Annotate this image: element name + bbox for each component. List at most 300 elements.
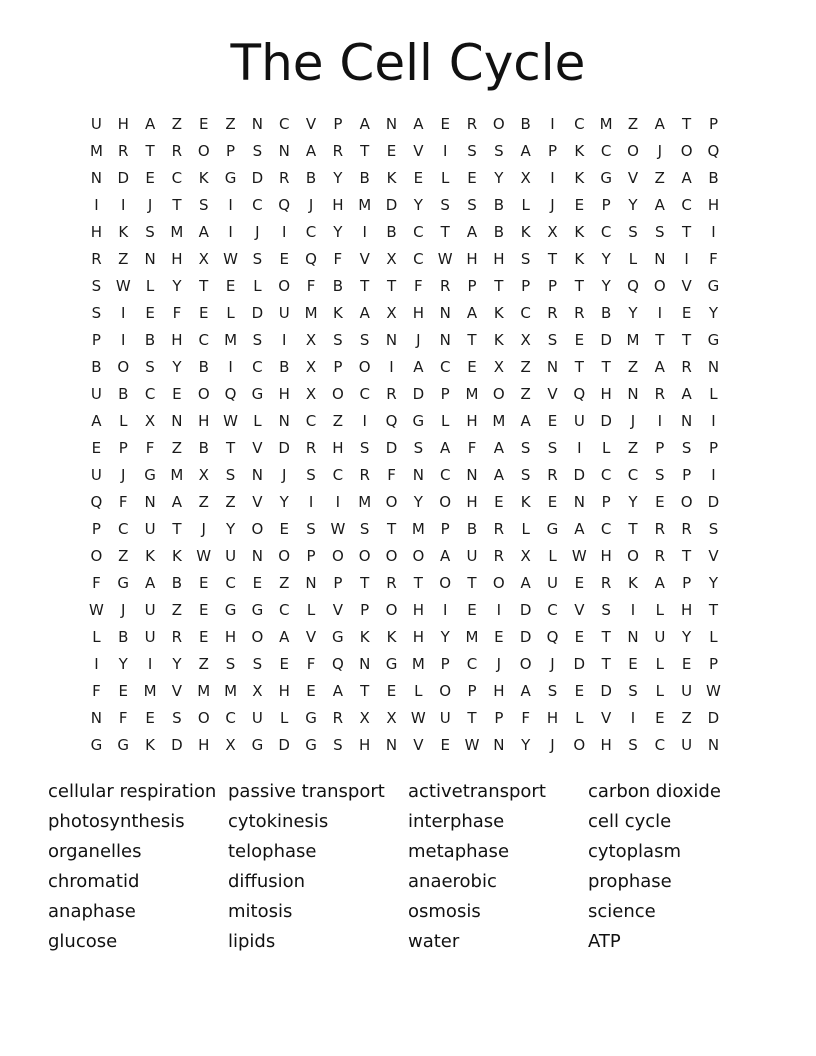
- grid-letter[interactable]: Y: [279, 493, 289, 511]
- grid-letter[interactable]: X: [198, 250, 209, 268]
- grid-letter[interactable]: N: [681, 412, 693, 430]
- grid-letter[interactable]: G: [117, 736, 130, 754]
- grid-letter[interactable]: C: [252, 358, 263, 376]
- grid-letter[interactable]: T: [172, 520, 182, 538]
- grid-letter[interactable]: U: [251, 709, 263, 727]
- grid-letter[interactable]: S: [655, 466, 665, 484]
- grid-letter[interactable]: Y: [413, 196, 423, 214]
- grid-letter[interactable]: X: [305, 331, 317, 349]
- grid-letter[interactable]: I: [630, 601, 636, 619]
- grid-letter[interactable]: L: [575, 709, 584, 727]
- grid-letter[interactable]: L: [628, 250, 638, 268]
- grid-letter[interactable]: D: [519, 628, 532, 646]
- grid-letter[interactable]: E: [681, 655, 692, 673]
- grid-letter[interactable]: Y: [494, 169, 504, 187]
- grid-letter[interactable]: G: [117, 574, 130, 592]
- grid-letter[interactable]: I: [228, 358, 233, 376]
- grid-letter[interactable]: P: [91, 520, 101, 538]
- grid-letter[interactable]: N: [654, 250, 666, 268]
- grid-letter[interactable]: Z: [171, 601, 183, 619]
- grid-letter[interactable]: R: [386, 574, 397, 592]
- grid-letter[interactable]: N: [90, 709, 103, 727]
- grid-letter[interactable]: B: [493, 223, 504, 241]
- grid-letter[interactable]: R: [439, 277, 451, 295]
- grid-letter[interactable]: C: [600, 520, 612, 538]
- grid-letter[interactable]: L: [253, 277, 262, 295]
- grid-letter[interactable]: J: [550, 736, 555, 754]
- grid-letter[interactable]: C: [574, 115, 585, 133]
- grid-letter[interactable]: C: [413, 250, 424, 268]
- grid-letter[interactable]: U: [466, 547, 478, 565]
- grid-letter[interactable]: I: [389, 358, 394, 376]
- grid-letter[interactable]: Y: [440, 628, 450, 646]
- grid-letter[interactable]: C: [654, 736, 666, 754]
- grid-letter[interactable]: V: [332, 601, 343, 619]
- grid-letter[interactable]: A: [359, 115, 370, 133]
- grid-letter[interactable]: N: [144, 250, 156, 268]
- grid-letter[interactable]: T: [172, 196, 182, 214]
- grid-letter[interactable]: S: [708, 520, 719, 538]
- grid-letter[interactable]: E: [547, 493, 558, 511]
- grid-letter[interactable]: K: [493, 304, 504, 322]
- grid-letter[interactable]: B: [198, 439, 209, 457]
- grid-letter[interactable]: Y: [225, 520, 236, 538]
- grid-letter[interactable]: D: [251, 169, 264, 187]
- grid-letter[interactable]: A: [440, 547, 451, 565]
- grid-letter[interactable]: G: [412, 412, 425, 430]
- grid-letter[interactable]: G: [251, 385, 264, 403]
- grid-letter[interactable]: D: [573, 655, 586, 673]
- grid-letter[interactable]: T: [655, 331, 665, 349]
- grid-letter[interactable]: P: [333, 574, 343, 592]
- grid-letter[interactable]: S: [547, 439, 558, 457]
- grid-letter[interactable]: T: [360, 682, 370, 700]
- grid-letter[interactable]: Y: [333, 169, 343, 187]
- grid-letter[interactable]: F: [467, 439, 477, 457]
- grid-letter[interactable]: Z: [681, 709, 692, 727]
- grid-letter[interactable]: O: [251, 520, 264, 538]
- grid-letter[interactable]: S: [225, 466, 236, 484]
- grid-letter[interactable]: O: [412, 547, 425, 565]
- grid-letter[interactable]: H: [466, 412, 478, 430]
- grid-letter[interactable]: H: [278, 682, 290, 700]
- grid-letter[interactable]: J: [657, 142, 663, 160]
- grid-letter[interactable]: S: [520, 466, 531, 484]
- grid-letter[interactable]: E: [279, 250, 289, 268]
- grid-letter[interactable]: R: [118, 142, 129, 160]
- grid-letter[interactable]: F: [118, 493, 128, 511]
- grid-letter[interactable]: Z: [118, 547, 129, 565]
- grid-letter[interactable]: C: [466, 655, 478, 673]
- grid-letter[interactable]: C: [171, 169, 183, 187]
- grid-letter[interactable]: N: [305, 574, 317, 592]
- grid-letter[interactable]: Y: [413, 493, 423, 511]
- grid-letter[interactable]: E: [198, 304, 209, 322]
- grid-letter[interactable]: E: [225, 277, 236, 295]
- grid-letter[interactable]: S: [333, 736, 343, 754]
- grid-letter[interactable]: M: [304, 304, 318, 322]
- grid-letter[interactable]: N: [412, 466, 424, 484]
- grid-letter[interactable]: E: [145, 709, 155, 727]
- grid-letter[interactable]: S: [440, 196, 450, 214]
- grid-letter[interactable]: A: [493, 439, 504, 457]
- grid-letter[interactable]: J: [550, 196, 555, 214]
- grid-letter[interactable]: H: [466, 250, 478, 268]
- grid-letter[interactable]: D: [600, 331, 612, 349]
- grid-letter[interactable]: A: [440, 439, 451, 457]
- grid-letter[interactable]: H: [680, 601, 693, 619]
- grid-letter[interactable]: K: [520, 223, 531, 241]
- grid-letter[interactable]: O: [278, 547, 291, 565]
- grid-letter[interactable]: L: [306, 601, 316, 619]
- grid-letter[interactable]: E: [574, 682, 585, 700]
- grid-letter[interactable]: B: [171, 574, 183, 592]
- grid-letter[interactable]: E: [306, 682, 316, 700]
- grid-letter[interactable]: P: [521, 277, 531, 295]
- grid-letter[interactable]: R: [493, 520, 505, 538]
- grid-letter[interactable]: W: [464, 736, 480, 754]
- grid-letter[interactable]: Z: [654, 169, 665, 187]
- grid-letter[interactable]: L: [655, 601, 664, 619]
- grid-letter[interactable]: O: [197, 385, 210, 403]
- grid-letter[interactable]: S: [225, 655, 236, 673]
- grid-letter[interactable]: P: [440, 520, 450, 538]
- grid-letter[interactable]: G: [332, 628, 344, 646]
- grid-letter[interactable]: L: [226, 304, 235, 322]
- grid-letter[interactable]: T: [467, 709, 477, 727]
- grid-letter[interactable]: Y: [118, 655, 128, 673]
- grid-letter[interactable]: G: [305, 709, 317, 727]
- grid-letter[interactable]: I: [147, 655, 153, 673]
- grid-letter[interactable]: A: [574, 520, 585, 538]
- grid-letter[interactable]: J: [308, 196, 314, 214]
- grid-letter[interactable]: R: [466, 115, 478, 133]
- grid-letter[interactable]: T: [682, 115, 692, 133]
- grid-letter[interactable]: M: [465, 385, 479, 403]
- grid-letter[interactable]: Z: [225, 115, 236, 133]
- grid-letter[interactable]: A: [171, 493, 183, 511]
- grid-letter[interactable]: M: [411, 520, 425, 538]
- grid-letter[interactable]: B: [601, 304, 612, 322]
- grid-letter[interactable]: O: [492, 385, 505, 403]
- grid-letter[interactable]: I: [94, 655, 99, 673]
- grid-letter[interactable]: Z: [627, 439, 639, 457]
- grid-letter[interactable]: E: [198, 601, 209, 619]
- grid-letter[interactable]: C: [439, 358, 451, 376]
- grid-letter[interactable]: G: [251, 736, 264, 754]
- grid-letter[interactable]: S: [91, 277, 102, 295]
- grid-letter[interactable]: D: [385, 196, 398, 214]
- grid-letter[interactable]: G: [305, 736, 317, 754]
- grid-letter[interactable]: T: [494, 277, 504, 295]
- grid-letter[interactable]: U: [144, 601, 156, 619]
- grid-letter[interactable]: Y: [521, 736, 531, 754]
- grid-letter[interactable]: O: [680, 493, 693, 511]
- grid-letter[interactable]: Z: [198, 493, 209, 511]
- grid-letter[interactable]: O: [439, 493, 452, 511]
- grid-letter[interactable]: N: [251, 466, 263, 484]
- grid-letter[interactable]: N: [627, 628, 639, 646]
- grid-letter[interactable]: C: [225, 574, 236, 592]
- grid-letter[interactable]: D: [117, 169, 130, 187]
- grid-letter[interactable]: N: [439, 331, 451, 349]
- grid-letter[interactable]: E: [145, 169, 155, 187]
- grid-letter[interactable]: E: [574, 628, 585, 646]
- grid-letter[interactable]: N: [251, 115, 263, 133]
- grid-letter[interactable]: C: [198, 331, 209, 349]
- grid-letter[interactable]: R: [681, 520, 692, 538]
- grid-letter[interactable]: O: [492, 115, 505, 133]
- grid-letter[interactable]: F: [92, 682, 101, 700]
- grid-letter[interactable]: R: [547, 466, 558, 484]
- grid-letter[interactable]: G: [707, 277, 720, 295]
- grid-letter[interactable]: A: [413, 358, 424, 376]
- grid-letter[interactable]: Q: [331, 655, 344, 673]
- grid-letter[interactable]: O: [627, 547, 639, 565]
- grid-letter[interactable]: K: [386, 169, 397, 187]
- grid-letter[interactable]: V: [252, 439, 263, 457]
- grid-letter[interactable]: E: [198, 115, 209, 133]
- grid-letter[interactable]: O: [385, 493, 398, 511]
- grid-letter[interactable]: O: [385, 547, 398, 565]
- grid-letter[interactable]: P: [708, 655, 718, 673]
- grid-letter[interactable]: Y: [172, 655, 182, 673]
- grid-letter[interactable]: R: [654, 520, 666, 538]
- grid-letter[interactable]: H: [332, 196, 344, 214]
- grid-letter[interactable]: S: [91, 304, 102, 322]
- grid-letter[interactable]: D: [707, 493, 720, 511]
- grid-letter[interactable]: O: [358, 547, 371, 565]
- grid-letter[interactable]: A: [654, 115, 665, 133]
- grid-letter[interactable]: T: [574, 277, 584, 295]
- grid-letter[interactable]: E: [628, 655, 638, 673]
- grid-letter[interactable]: O: [385, 601, 398, 619]
- grid-letter[interactable]: Y: [601, 277, 611, 295]
- grid-letter[interactable]: N: [385, 115, 398, 133]
- grid-letter[interactable]: X: [520, 169, 531, 187]
- grid-letter[interactable]: D: [573, 466, 586, 484]
- grid-letter[interactable]: S: [252, 142, 263, 160]
- grid-letter[interactable]: M: [197, 682, 211, 700]
- grid-letter[interactable]: V: [601, 709, 612, 727]
- grid-letter[interactable]: Q: [224, 385, 237, 403]
- grid-letter[interactable]: V: [627, 169, 639, 187]
- grid-letter[interactable]: L: [92, 628, 101, 646]
- grid-letter[interactable]: E: [386, 142, 397, 160]
- grid-letter[interactable]: S: [198, 196, 209, 214]
- grid-letter[interactable]: W: [571, 547, 587, 565]
- grid-letter[interactable]: A: [466, 223, 478, 241]
- grid-letter[interactable]: U: [681, 682, 693, 700]
- grid-letter[interactable]: B: [386, 223, 397, 241]
- grid-letter[interactable]: A: [198, 223, 209, 241]
- grid-letter[interactable]: H: [600, 547, 612, 565]
- grid-letter[interactable]: V: [413, 736, 424, 754]
- grid-letter[interactable]: M: [224, 682, 238, 700]
- grid-letter[interactable]: B: [466, 520, 478, 538]
- grid-letter[interactable]: A: [520, 574, 531, 592]
- grid-letter[interactable]: F: [709, 250, 718, 268]
- grid-letter[interactable]: R: [654, 547, 666, 565]
- grid-letter[interactable]: K: [574, 250, 585, 268]
- grid-letter[interactable]: E: [279, 655, 289, 673]
- grid-letter[interactable]: C: [144, 385, 156, 403]
- grid-letter[interactable]: O: [331, 385, 344, 403]
- grid-letter[interactable]: S: [252, 331, 263, 349]
- grid-letter[interactable]: O: [278, 277, 291, 295]
- grid-letter[interactable]: I: [362, 223, 367, 241]
- grid-letter[interactable]: H: [412, 628, 424, 646]
- grid-letter[interactable]: D: [171, 736, 183, 754]
- grid-letter[interactable]: O: [653, 277, 666, 295]
- grid-letter[interactable]: P: [655, 439, 665, 457]
- grid-letter[interactable]: S: [628, 682, 638, 700]
- grid-letter[interactable]: C: [547, 601, 558, 619]
- grid-letter[interactable]: G: [251, 601, 264, 619]
- grid-letter[interactable]: Q: [385, 412, 398, 430]
- grid-letter[interactable]: S: [547, 682, 558, 700]
- grid-letter[interactable]: H: [412, 601, 424, 619]
- grid-letter[interactable]: K: [574, 223, 585, 241]
- grid-letter[interactable]: S: [413, 439, 424, 457]
- grid-letter[interactable]: I: [94, 196, 99, 214]
- grid-letter[interactable]: T: [386, 277, 397, 295]
- grid-letter[interactable]: H: [359, 736, 371, 754]
- grid-letter[interactable]: M: [224, 331, 238, 349]
- grid-letter[interactable]: R: [359, 466, 370, 484]
- grid-letter[interactable]: I: [308, 493, 314, 511]
- grid-letter[interactable]: P: [547, 142, 558, 160]
- grid-letter[interactable]: L: [414, 682, 423, 700]
- grid-letter[interactable]: H: [493, 250, 505, 268]
- grid-letter[interactable]: M: [358, 196, 372, 214]
- grid-letter[interactable]: T: [547, 250, 558, 268]
- grid-letter[interactable]: D: [278, 439, 290, 457]
- grid-letter[interactable]: H: [600, 385, 612, 403]
- grid-letter[interactable]: T: [360, 277, 370, 295]
- grid-letter[interactable]: V: [708, 547, 719, 565]
- grid-letter[interactable]: P: [360, 601, 370, 619]
- grid-letter[interactable]: O: [680, 142, 693, 160]
- grid-letter[interactable]: P: [467, 277, 477, 295]
- grid-letter[interactable]: L: [119, 412, 128, 430]
- grid-letter[interactable]: Z: [171, 439, 183, 457]
- grid-letter[interactable]: D: [251, 304, 264, 322]
- grid-letter[interactable]: E: [467, 601, 477, 619]
- grid-letter[interactable]: I: [281, 331, 287, 349]
- grid-letter[interactable]: M: [143, 682, 157, 700]
- grid-letter[interactable]: C: [600, 142, 612, 160]
- grid-letter[interactable]: N: [359, 655, 371, 673]
- grid-letter[interactable]: H: [493, 682, 505, 700]
- grid-letter[interactable]: T: [386, 520, 397, 538]
- grid-letter[interactable]: Q: [627, 277, 639, 295]
- grid-letter[interactable]: A: [654, 574, 665, 592]
- grid-letter[interactable]: E: [172, 385, 182, 403]
- grid-letter[interactable]: L: [145, 277, 155, 295]
- grid-letter[interactable]: C: [413, 223, 424, 241]
- grid-letter[interactable]: U: [90, 115, 102, 133]
- grid-letter[interactable]: A: [144, 115, 156, 133]
- grid-letter[interactable]: L: [709, 628, 718, 646]
- grid-letter[interactable]: R: [654, 385, 666, 403]
- grid-letter[interactable]: F: [521, 709, 530, 727]
- grid-letter[interactable]: T: [467, 574, 477, 592]
- grid-letter[interactable]: K: [145, 736, 155, 754]
- grid-letter[interactable]: V: [681, 277, 692, 295]
- grid-letter[interactable]: E: [467, 358, 477, 376]
- grid-letter[interactable]: Q: [90, 493, 103, 511]
- grid-letter[interactable]: Q: [278, 196, 291, 214]
- grid-letter[interactable]: J: [550, 655, 555, 673]
- grid-letter[interactable]: T: [601, 655, 611, 673]
- grid-letter[interactable]: A: [144, 574, 156, 592]
- grid-letter[interactable]: B: [332, 277, 344, 295]
- grid-letter[interactable]: R: [332, 142, 344, 160]
- grid-letter[interactable]: Z: [520, 385, 531, 403]
- grid-letter[interactable]: S: [359, 439, 370, 457]
- grid-letter[interactable]: S: [359, 331, 370, 349]
- grid-letter[interactable]: G: [144, 466, 156, 484]
- grid-letter[interactable]: K: [118, 223, 129, 241]
- grid-letter[interactable]: C: [359, 385, 370, 403]
- grid-letter[interactable]: B: [305, 169, 317, 187]
- grid-letter[interactable]: Q: [546, 628, 559, 646]
- grid-letter[interactable]: I: [228, 223, 233, 241]
- grid-letter[interactable]: P: [601, 196, 611, 214]
- grid-letter[interactable]: Z: [279, 574, 290, 592]
- grid-letter[interactable]: N: [385, 331, 398, 349]
- grid-letter[interactable]: E: [198, 574, 209, 592]
- grid-letter[interactable]: O: [197, 709, 210, 727]
- grid-letter[interactable]: T: [467, 331, 477, 349]
- grid-letter[interactable]: A: [91, 412, 102, 430]
- grid-letter[interactable]: P: [306, 547, 316, 565]
- grid-letter[interactable]: G: [385, 655, 398, 673]
- grid-letter[interactable]: V: [547, 385, 558, 403]
- grid-letter[interactable]: C: [118, 520, 129, 538]
- grid-letter[interactable]: N: [627, 385, 639, 403]
- grid-letter[interactable]: X: [520, 331, 531, 349]
- grid-letter[interactable]: X: [493, 358, 504, 376]
- grid-letter[interactable]: L: [521, 196, 530, 214]
- grid-letter[interactable]: A: [413, 115, 424, 133]
- grid-letter[interactable]: Z: [118, 250, 129, 268]
- grid-letter[interactable]: U: [144, 520, 156, 538]
- grid-letter[interactable]: A: [520, 142, 531, 160]
- grid-letter[interactable]: T: [574, 358, 584, 376]
- grid-letter[interactable]: S: [628, 223, 638, 241]
- grid-letter[interactable]: S: [494, 142, 504, 160]
- grid-letter[interactable]: O: [117, 358, 130, 376]
- grid-letter[interactable]: U: [144, 628, 156, 646]
- grid-letter[interactable]: E: [440, 736, 450, 754]
- grid-letter[interactable]: T: [682, 223, 692, 241]
- grid-letter[interactable]: O: [90, 547, 103, 565]
- grid-letter[interactable]: O: [331, 547, 344, 565]
- grid-letter[interactable]: B: [144, 331, 156, 349]
- grid-letter[interactable]: F: [414, 277, 423, 295]
- grid-letter[interactable]: J: [121, 466, 126, 484]
- grid-letter[interactable]: J: [630, 412, 636, 430]
- grid-letter[interactable]: E: [467, 169, 477, 187]
- grid-letter[interactable]: M: [170, 466, 184, 484]
- grid-letter[interactable]: R: [278, 169, 290, 187]
- grid-letter[interactable]: C: [439, 466, 451, 484]
- grid-letter[interactable]: Z: [332, 412, 343, 430]
- grid-letter[interactable]: L: [441, 169, 450, 187]
- grid-letter[interactable]: J: [496, 655, 502, 673]
